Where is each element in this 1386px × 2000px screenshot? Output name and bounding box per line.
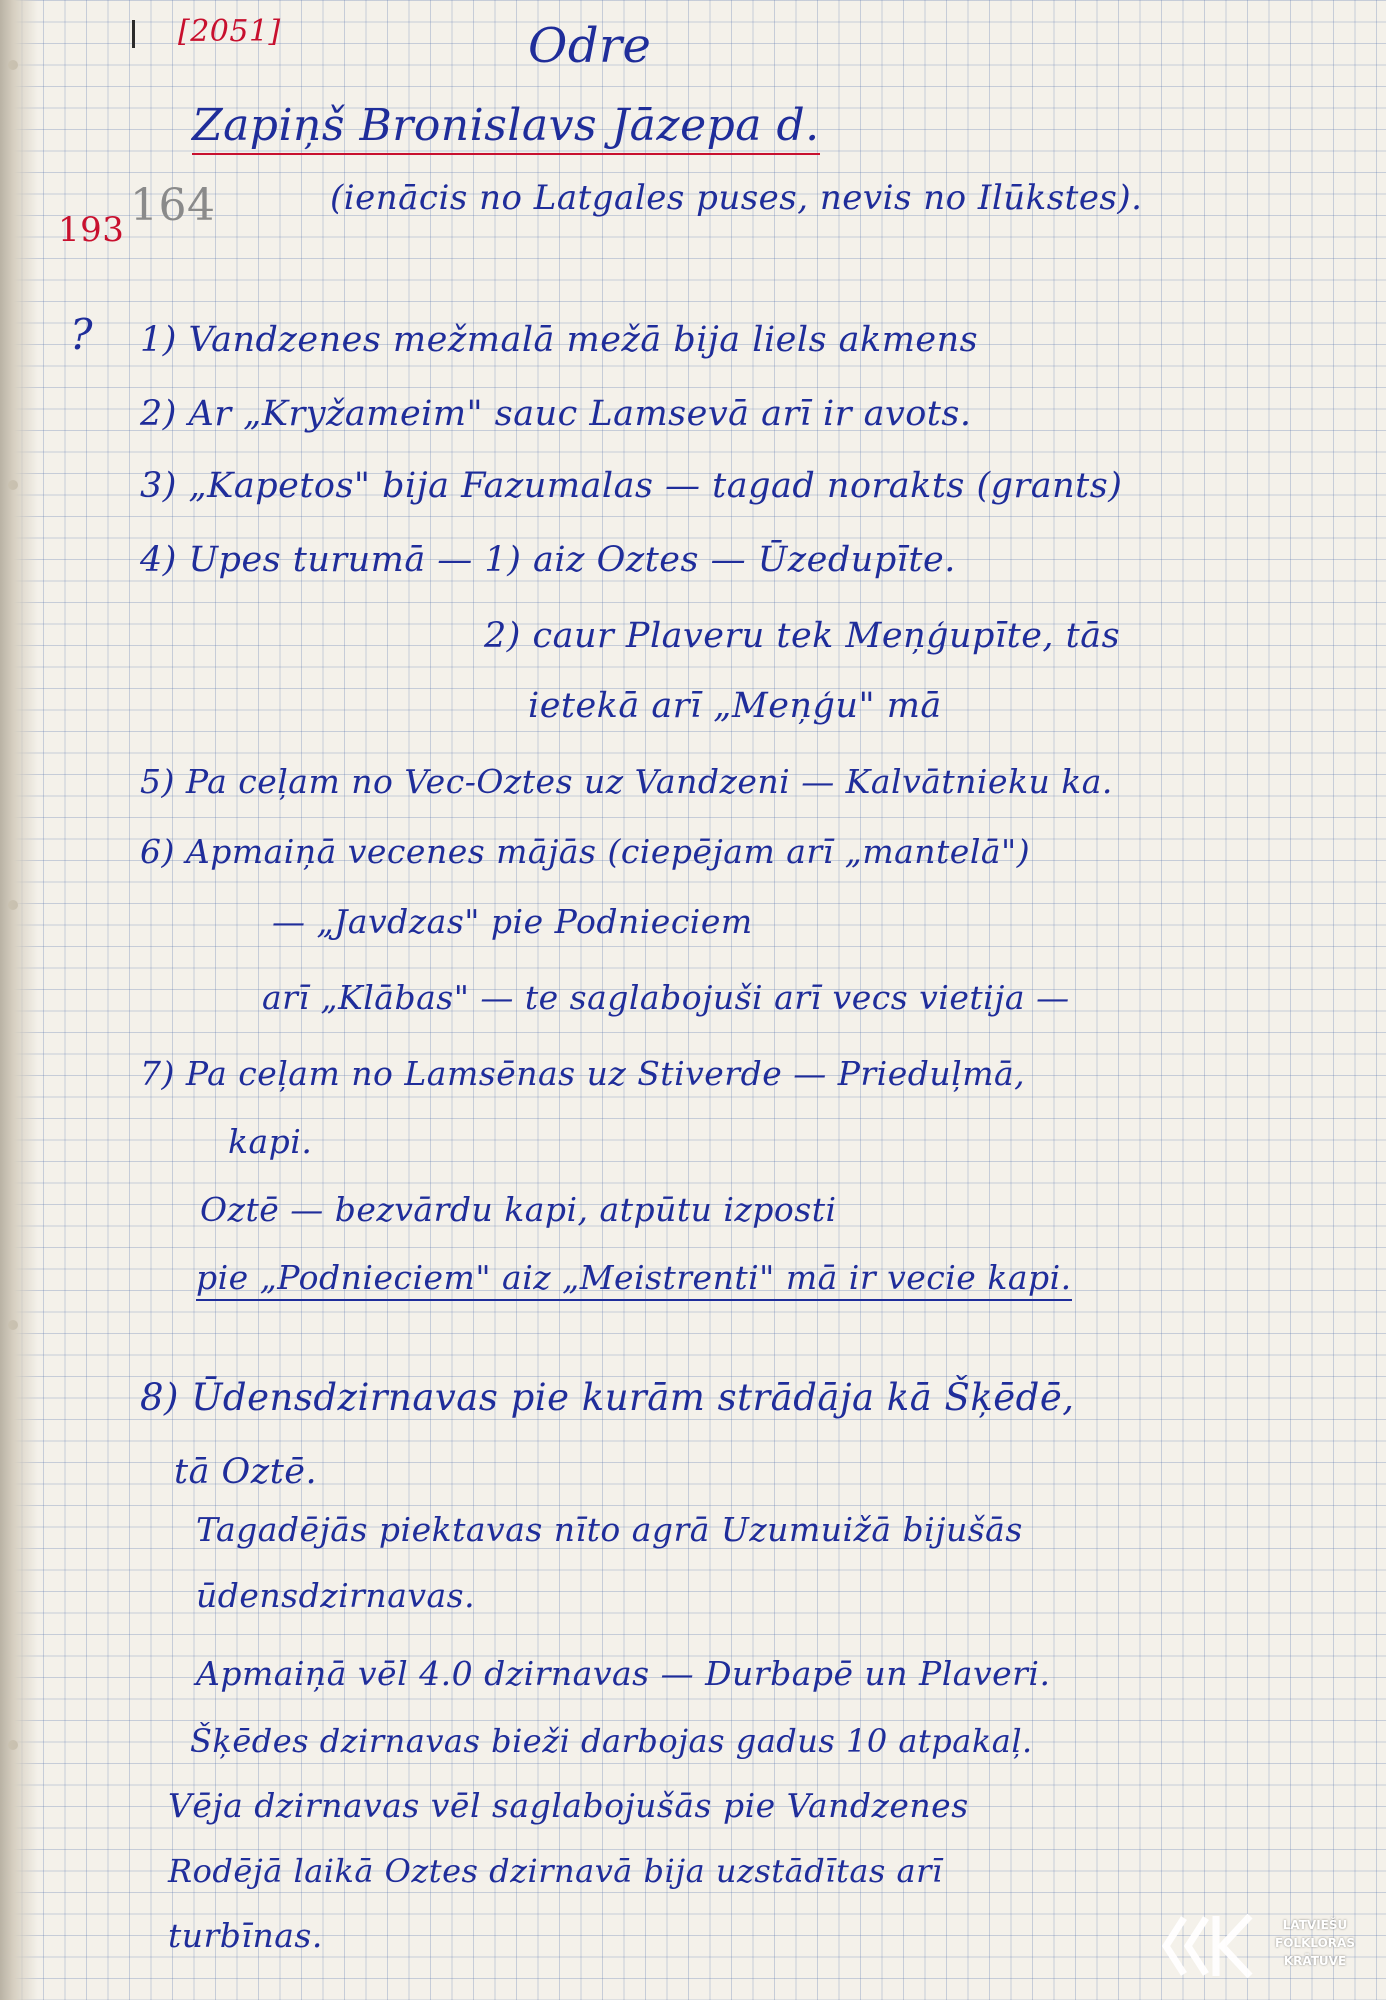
place-title: Odre (528, 18, 652, 74)
item-7-line-4: pie „Podnieciem" aiz „Meistrenti" mā ir vecie kapi. (196, 1258, 1072, 1301)
item-6: 6) Apmaiņā vecenes mājās (ciepējam arī „mantelā") (140, 832, 1031, 871)
margin-question-mark: ? (70, 310, 94, 359)
item-8-line-3: Tagadējās piektavas nīto agrā Uzumuižā bijušās (196, 1510, 1023, 1549)
archive-number: [2051] (178, 14, 281, 49)
item-8-line-5: Apmaiņā vēl 4.0 dzirnavas — Durbapē un Plaveri. (196, 1654, 1051, 1693)
item-2: 2) Ar „Kryžameim" sauc Lamsevā arī ir avots. (140, 394, 972, 434)
logo-line-1: LATVIEŠU (1282, 1918, 1348, 1932)
item-8: 8) Ūdensdzirnavas pie kurām strādāja kā Šķēdē, (140, 1376, 1075, 1419)
margin-mark (132, 20, 135, 48)
item-1: 1) Vandzenes mežmalā mežā bija liels akmens (140, 320, 979, 360)
logo-line-3: KRĀTUVE (1283, 1954, 1347, 1968)
item-8-line-9: turbīnas. (168, 1916, 323, 1955)
logo-text (1260, 1916, 1370, 1970)
item-4-sub-2: 2) caur Plaveru tek Meņģupīte, tās (484, 616, 1121, 656)
archive-logo (1162, 1906, 1372, 1986)
binding-holes (8, 60, 24, 1960)
item-8-line-6: Šķēdes dzirnavas bieži darbojas gadus 10 atpakaļ. (190, 1722, 1033, 1760)
item-6-line-2: — „Javdzas" pie Podnieciem (272, 902, 753, 941)
item-4: 4) Upes turumā — 1) aiz Oztes — Ūzedupīte. (140, 540, 956, 580)
item-8-line-7: Vēja dzirnavas vēl saglabojušās pie Vandzenes (168, 1786, 969, 1825)
logo-line-2: FOLKLORAS (1275, 1936, 1355, 1950)
item-7-line-3: Oztē — bezvārdu kapi, atpūtu izposti (200, 1190, 837, 1229)
lfk-logo-icon (1162, 1910, 1258, 1982)
item-5: 5) Pa ceļam no Vec-Oztes uz Vandzeni — Kalvātnieku ka. (140, 762, 1113, 801)
item-7: 7) Pa ceļam no Lamsēnas uz Stiverde — Prieduļmā, (140, 1054, 1026, 1093)
recorder-name: Zapiņš Bronislavs Jāzepa d. (192, 100, 820, 155)
item-4-sub-2-cont: ietekā arī „Meņģu" mā (528, 686, 942, 726)
item-7-line-2: kapi. (228, 1122, 313, 1161)
item-8-line-8: Rodējā laikā Oztes dzirnavā bija uzstādītas arī (168, 1852, 943, 1890)
red-page-number: 193 (58, 210, 125, 250)
pencil-page-number: 164 (130, 180, 216, 231)
item-3: 3) „Kapetos" bija Fazumalas — tagad norakts (grants) (140, 466, 1123, 506)
item-6-line-3: arī „Klābas" — te saglabojuši arī vecs vietija — (262, 978, 1070, 1017)
item-8-line-4: ūdensdzirnavas. (196, 1576, 476, 1615)
item-8-line-2: tā Oztē. (174, 1452, 318, 1492)
recorder-note: (ienācis no Latgales puses, nevis no Ilūkstes). (330, 178, 1143, 218)
